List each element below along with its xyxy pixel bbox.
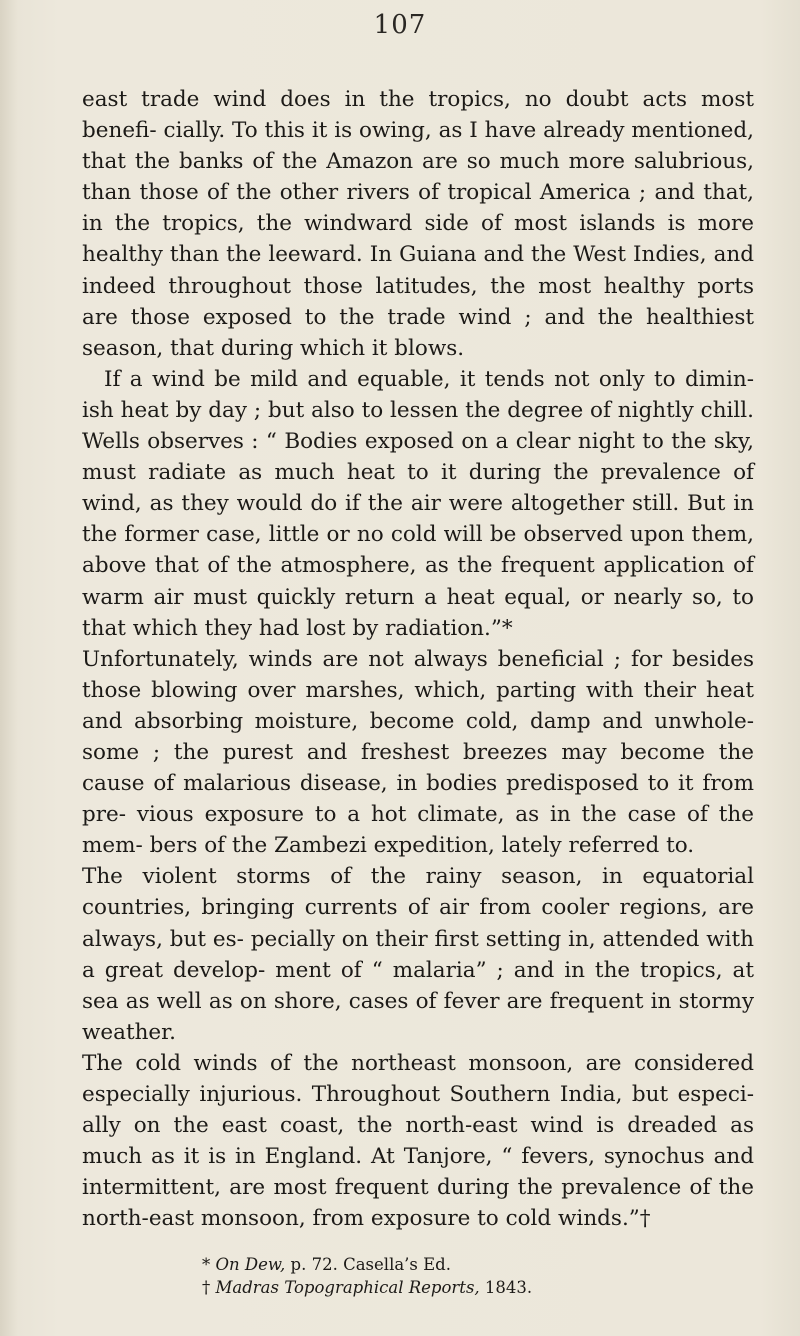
- footnote-1-rest: p. 72. Casella’s Ed.: [285, 1255, 451, 1274]
- paragraph-4: The violent storms of the rainy season, in equatorial countries, bringing currents of air from cooler regions, are always, but es- pecially on their first setting in, attended with a great develop- ment of “ malaria” ; and in the tropics, at sea as well as on shore, cases of fever are frequent in stormy weather.: [82, 864, 754, 1045]
- footnotes: [82, 1253, 754, 1299]
- paragraph-3: Unfortunately, winds are not always beneficial ; for besides those blowing over marshes, which, parting with their heat and absorbing moisture, become cold, damp and unwhole- some ; the purest and freshest breezes may become the cause of malarious disease, in bodies predisposed to it from pre- vious exposure to a hot climate, as in the case of the mem- bers of the Zambezi expedition, lately referred to.: [82, 646, 754, 859]
- footnote-1: [82, 1253, 754, 1276]
- footnote-2: [82, 1276, 754, 1299]
- body-text: [82, 84, 754, 1234]
- footnote-1-mark: *: [202, 1255, 211, 1274]
- page-number: 107: [373, 10, 427, 40]
- paragraph-5: The cold winds of the northeast monsoon, are considered especially injurious. Throughout Southern India, but especi- ally on the east coast, the north-east wind is dreaded as much as it is in England. At Tanjore, “ fevers, synochus and intermittent, are most frequent during the prevalence of the north-east monsoon, from exposure to cold winds.”†: [82, 1050, 754, 1232]
- footnote-1-title: On Dew,: [215, 1255, 286, 1274]
- paragraph-2: If a wind be mild and equable, it tends not only to dimin- ish heat by day ; but also to lessen the degree of nightly chill. Wells observes : “ Bodies exposed on a clear night to the sky, must radiate as much heat to it during the prevalence of wind, as they would do if the air were altogether still. But in the former case, little or no cold will be observed upon them, above that of the atmosphere, as the frequent application of warm air must quickly return a heat equal, or nearly so, to that which they had lost by radiation.”*: [82, 366, 754, 641]
- paragraph-1: east trade wind does in the tropics, no doubt acts most benefi- cially. To this it is owing, as I have already mentioned, that the banks of the Amazon are so much more salubrious, than those of the other rivers of tropical America ; and that, in the tropics, the windward side of most islands is more healthy than the leeward. In Guiana and the West Indies, and indeed throughout those latitudes, the most healthy ports are those exposed to the trade wind ; and the healthiest season, that during which it blows.: [82, 87, 754, 361]
- footnote-2-rest: 1843.: [479, 1278, 533, 1297]
- footnote-2-mark: †: [202, 1278, 211, 1297]
- footnote-2-title: Madras Topographical Reports,: [215, 1278, 480, 1297]
